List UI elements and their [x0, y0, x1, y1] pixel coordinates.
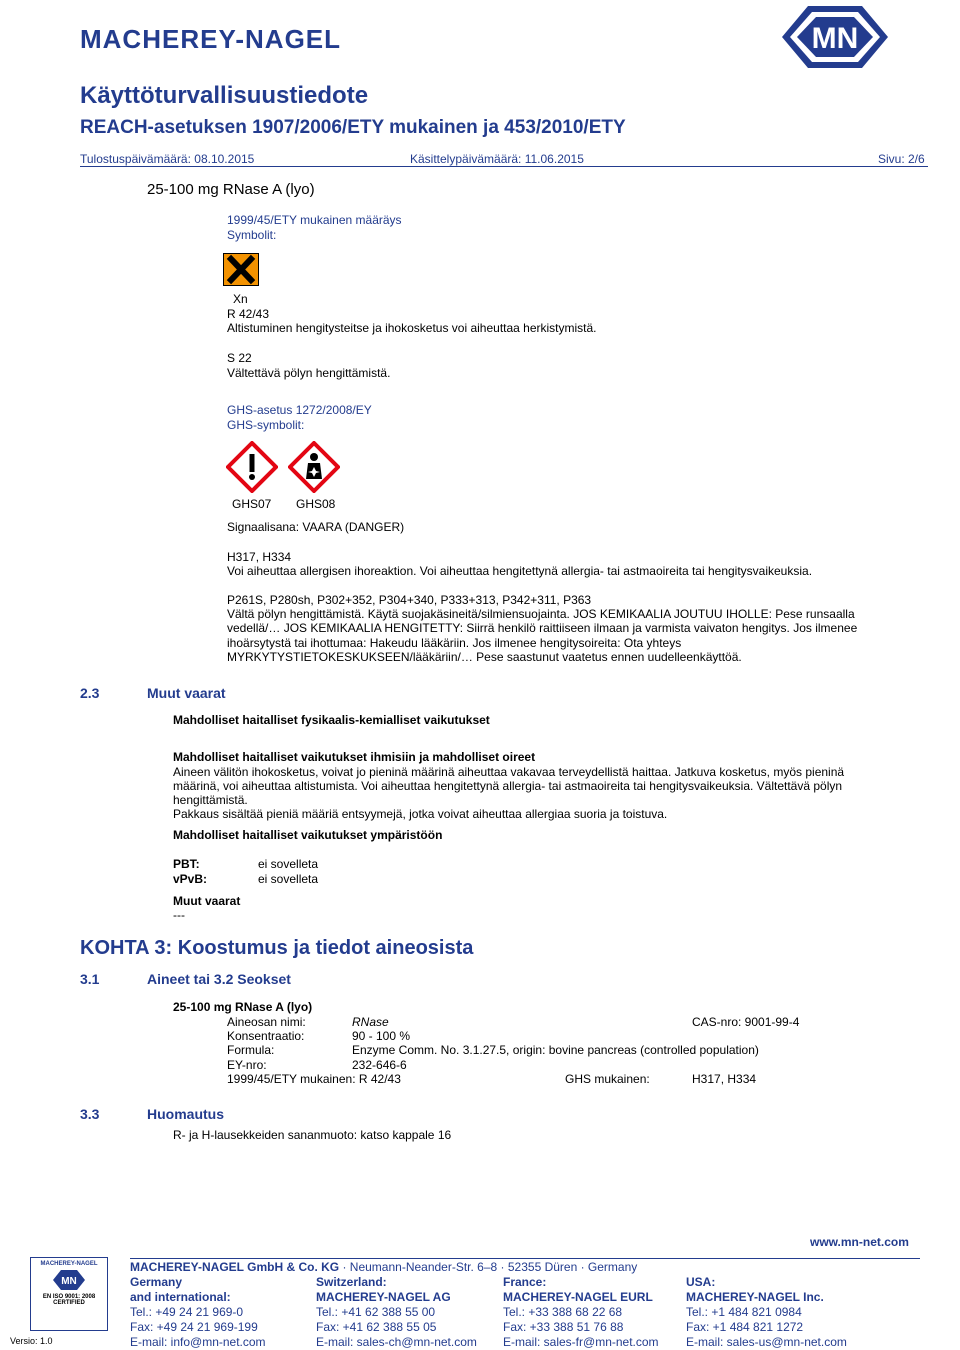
- company-name: MACHEREY-NAGEL GmbH & Co. KG: [130, 1260, 340, 1274]
- footer-col-fax: Fax: +1 484 821 1272: [686, 1320, 804, 1334]
- ec-label: EY-nro:: [227, 1058, 267, 1072]
- iso-certificate-badge: [30, 1257, 108, 1331]
- footer-col-tel: Tel.: +33 388 68 22 68: [503, 1305, 623, 1319]
- vpvb-label: vPvB:: [173, 872, 208, 886]
- other-hazards-label: Muut vaarat: [173, 894, 241, 908]
- footer-col-title: USA:: [686, 1275, 716, 1289]
- section-2-3-title: Muut vaarat: [147, 685, 226, 701]
- ghs-h-codes: H317, H334: [227, 550, 292, 564]
- footer-col-email[interactable]: E-mail: sales-fr@mn-net.com: [503, 1335, 659, 1349]
- human-effects-line: Pakkaus sisältää pieniä määriä entsyymejä, jotka voivat aiheuttaa allergiaa suoria ja toistuva.: [173, 807, 668, 821]
- ghs08-health-hazard-icon: [288, 441, 340, 493]
- mn-logo-icon: [780, 4, 890, 70]
- ghs-pictogram-label-2: GHS08: [296, 497, 336, 511]
- other-hazards-value: ---: [173, 908, 185, 922]
- footer-column-usa: [686, 1275, 847, 1350]
- dsd-directive: 1999/45/ETY mukainen määräys: [227, 213, 402, 227]
- section-3-1-title: Aineet tai 3.2 Seokset: [147, 971, 291, 987]
- ghs07-exclamation-icon: [226, 441, 278, 493]
- footer-col-subtitle: MACHEREY-NAGEL EURL: [503, 1290, 653, 1304]
- section-3-1-number: 3.1: [80, 971, 100, 987]
- cert-status: CERTIFIED: [53, 1300, 85, 1306]
- cert-brand: MACHEREY-NAGEL: [40, 1261, 98, 1267]
- component-label: Aineosan nimi:: [227, 1015, 306, 1029]
- env-effects-heading: Mahdolliset haitalliset vaikutukset ympäristöön: [173, 828, 443, 842]
- footer-col-email[interactable]: E-mail: info@mn-net.com: [130, 1335, 266, 1349]
- ghs-classification-label: GHS mukainen:: [565, 1072, 650, 1086]
- section-3-product: 25-100 mg RNase A (lyo): [173, 1000, 313, 1014]
- company-address: · Neumann-Neander-Str. 6–8 · 52355 Düren · Germany: [339, 1260, 638, 1274]
- cas-number: CAS-nro: 9001-99-4: [692, 1015, 800, 1029]
- human-effects-line: määrinä, voi aiheuttaa altistumista. Voi aiheuttaa hengitettynä allergia- tai astmaoireita tai hengitysvaikeuksia. Vältettävä pölyn: [173, 779, 843, 793]
- ghs-p-codes: P261S, P280sh, P302+352, P304+340, P333+313, P342+311, P363: [227, 593, 592, 607]
- version-label: Versio: 1.0: [10, 1336, 53, 1346]
- print-date: Tulostuspäivämäärä: 08.10.2015: [80, 152, 255, 166]
- section-3-3-title: Huomautus: [147, 1106, 224, 1122]
- product-name: 25-100 mg RNase A (lyo): [147, 181, 315, 198]
- footer-col-tel: Tel.: +49 24 21 969-0: [130, 1305, 244, 1319]
- footer-col-email[interactable]: E-mail: sales-us@mn-net.com: [686, 1335, 847, 1349]
- ghs-regulation: GHS-asetus 1272/2008/EY: [227, 403, 372, 417]
- ghs-p-line: ihoärsytystä tai ihottumaa: Hakeudu lääkäriin. Jos ilmenee hengitysoireita: Ota yhteys: [227, 636, 682, 650]
- footer-col-title: Germany: [130, 1275, 183, 1289]
- footer-col-subtitle: MACHEREY-NAGEL AG: [316, 1290, 451, 1304]
- footer-col-title: France:: [503, 1275, 547, 1289]
- footer-col-fax: Fax: +49 24 21 969-199: [130, 1320, 258, 1334]
- company-line: [130, 1260, 637, 1275]
- dsd-r-text: Altistuminen hengitysteitse ja ihokosketus voi aiheuttaa herkistymistä.: [227, 321, 597, 335]
- ghs-p-line: Vältä pölyn hengittämistä. Käytä suojakäsineitä/silmiensuojainta. JOS KEMIKAALIA JOUTUU IHOLLE: Pese runsaalla: [227, 607, 855, 621]
- ghs-symbols-label: GHS-symbolit:: [227, 418, 305, 432]
- cert-mn-logo-icon: [52, 1269, 86, 1291]
- dsd-s-phrase: S 22: [227, 351, 252, 365]
- footer-col-title: Switzerland:: [316, 1275, 387, 1289]
- section-3-3-text: R- ja H-lausekkeiden sananmuoto: katso kappale 16: [173, 1128, 452, 1142]
- document-title: Käyttöturvallisuustiedote: [80, 82, 369, 109]
- xn-harmful-icon: [223, 253, 259, 286]
- footer-divider: [130, 1258, 920, 1259]
- footer-column-switzerland: [316, 1275, 477, 1350]
- phys-chem-heading: Mahdolliset haitalliset fysikaalis-kemialliset vaikutukset: [173, 713, 490, 727]
- pbt-value: ei sovelleta: [258, 857, 319, 871]
- vpvb-value: ei sovelleta: [258, 872, 319, 886]
- footer-col-fax: Fax: +41 62 388 55 05: [316, 1320, 437, 1334]
- concentration-value: 90 - 100 %: [352, 1029, 411, 1043]
- dsd-classification: 1999/45/ETY mukainen: R 42/43: [227, 1072, 401, 1086]
- mn-logo-text: MN: [811, 22, 859, 55]
- header-divider: [80, 166, 928, 167]
- footer-col-email[interactable]: E-mail: sales-ch@mn-net.com: [316, 1335, 477, 1349]
- svg-text:MN: MN: [61, 1276, 77, 1287]
- footer-col-tel: Tel.: +1 484 821 0984: [686, 1305, 802, 1319]
- formula-value: Enzyme Comm. No. 3.1.27.5, origin: bovine pancreas (controlled population): [352, 1043, 759, 1057]
- footer-column-germany: [130, 1275, 266, 1350]
- ghs-pictogram-label-1: GHS07: [232, 497, 272, 511]
- ghs-p-line: MYRKYTYSTIETOKESKUKSEEN/lääkäriin/… Pese saastunut vaatetus ennen uudelleenkäyttöä.: [227, 650, 742, 664]
- human-effects-heading: Mahdolliset haitalliset vaikutukset ihmisiin ja mahdolliset oireet: [173, 750, 536, 764]
- dsd-r-phrase: R 42/43: [227, 307, 270, 321]
- pbt-label: PBT:: [173, 857, 200, 871]
- footer-col-tel: Tel.: +41 62 388 55 00: [316, 1305, 436, 1319]
- footer-column-france: [503, 1275, 659, 1350]
- section-3-heading: KOHTA 3: Koostumus ja tiedot aineosista: [80, 937, 474, 959]
- ec-value: 232-646-6: [352, 1058, 407, 1072]
- footer-col-fax: Fax: +33 388 51 76 88: [503, 1320, 624, 1334]
- document-subtitle: REACH-asetuksen 1907/2006/ETY mukainen ja 453/2010/ETY: [80, 117, 626, 138]
- human-effects-line: hengittämistä.: [173, 793, 248, 807]
- component-value: RNase: [352, 1015, 389, 1029]
- ghs-h-text: Voi aiheuttaa allergisen ihoreaktion. Voi aiheuttaa hengitettynä allergia- tai astmaoireita tai hengitysvaikeuksia.: [227, 564, 813, 578]
- ghs-signal-word: Signaalisana: VAARA (DANGER): [227, 520, 405, 534]
- processing-date: Käsittelypäivämäärä: 11.06.2015: [410, 152, 584, 166]
- footer-col-subtitle: and international:: [130, 1290, 231, 1304]
- ghs-p-line: vedellä/… JOS KEMIKAALIA HENGITETTY: Siirrä henkilö raittiiseen ilmaan ja varmista vaivaton hengitys. Jos ilmenee: [227, 621, 858, 635]
- dsd-symbol-code: Xn: [233, 292, 248, 306]
- human-effects-line: Aineen välitön ihokosketus, voivat jo pieninä määrinä aiheuttaa vakavaa terveydellistä haittaa. Jatkuva kosketus, myös pieninä: [173, 765, 845, 779]
- ghs-classification-value: H317, H334: [692, 1072, 757, 1086]
- section-2-3-number: 2.3: [80, 685, 100, 701]
- cert-standard: EN ISO 9001: 2008: [42, 1294, 96, 1300]
- concentration-label: Konsentraatio:: [227, 1029, 305, 1043]
- dsd-symbols-label: Symbolit:: [227, 228, 277, 242]
- formula-label: Formula:: [227, 1043, 275, 1057]
- page-number: Sivu: 2/6: [878, 152, 925, 166]
- dsd-s-text: Vältettävä pölyn hengittämistä.: [227, 366, 391, 380]
- footer-col-subtitle: MACHEREY-NAGEL Inc.: [686, 1290, 824, 1304]
- brand-name: MACHEREY-NAGEL: [80, 24, 342, 54]
- website-link[interactable]: www.mn-net.com: [810, 1235, 909, 1249]
- section-3-3-number: 3.3: [80, 1106, 100, 1122]
